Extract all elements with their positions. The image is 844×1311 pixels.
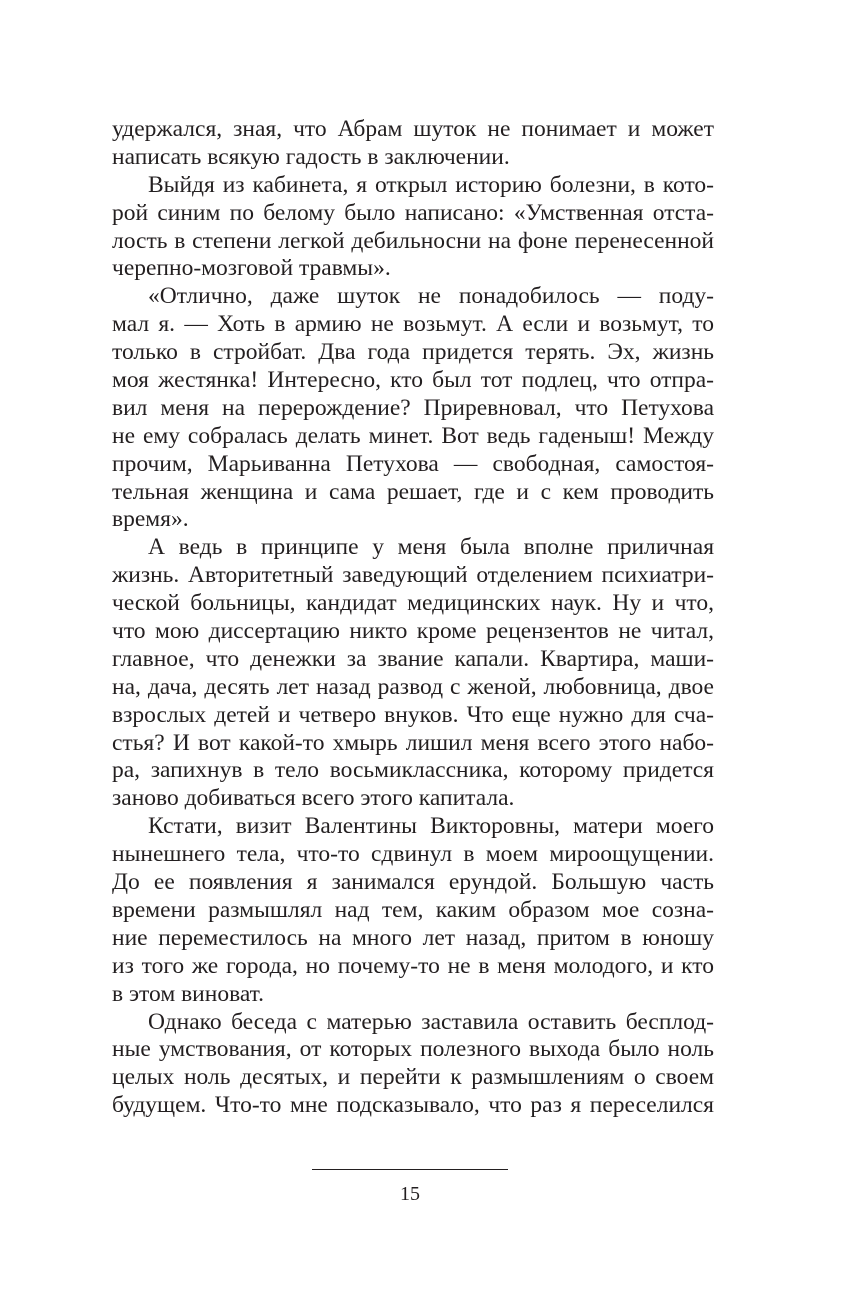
text-line: только в стройбат. Два года придется терять. Эх, жизнь xyxy=(112,339,714,366)
text-line: взрослых детей и четверо внуков. Что еще нужно для сча- xyxy=(112,701,714,728)
text-line: стья? И вот какой-то хмырь лишил меня всего этого набо- xyxy=(112,729,714,756)
text-line: ческой больницы, кандидат медицинских наук. Ну и что, xyxy=(112,590,714,617)
footer-rule xyxy=(312,1169,508,1170)
text-line: До ее появления я занимался ерундой. Большую часть xyxy=(112,869,714,896)
text-line: мал я. — Хоть в армию не возьмут. А если и возьмут, то xyxy=(112,311,714,338)
text-line: ние переместилось на много лет назад, притом в юношу xyxy=(112,924,714,951)
text-line: написать всякую гадость в заключении. xyxy=(112,143,510,170)
text-line: Кстати, визит Валентины Викторовны, матери моего xyxy=(148,813,714,840)
text-line: нынешнего тела, что-то сдвинул в моем мироощущении. xyxy=(112,841,714,868)
paragraph xyxy=(112,116,714,172)
text-line: рой синим по белому было написано: «Умственная отста- xyxy=(112,199,714,226)
text-line: из того же города, но почему-то не в меня молодого, и кто xyxy=(112,952,714,979)
text-line: Однако беседа с матерью заставила оставить бесплод- xyxy=(148,1008,714,1035)
text-line: «Отлично, даже шуток не понадобилось — поду- xyxy=(148,283,714,310)
text-line: будущем. Что-то мне подсказывало, что раз я переселился xyxy=(112,1092,714,1119)
text-line: что мою диссертацию никто кроме рецензентов не читал, xyxy=(112,618,714,645)
text-line: лость в степени легкой дебильносни на фоне перенесенной xyxy=(112,227,714,254)
text-line: не ему собралась делать минет. Вот ведь гаденыш! Между xyxy=(112,422,714,449)
paragraph xyxy=(112,172,714,284)
text-line: прочим, Марьиванна Петухова — свободная, самостоя- xyxy=(112,450,714,477)
text-line: моя жестянка! Интересно, кто был тот подлец, что отпра- xyxy=(112,367,714,394)
text-line: заново добиваться всего этого капитала. xyxy=(112,785,515,812)
text-line: А ведь в принципе у меня была вполне приличная xyxy=(148,534,714,561)
text-line: время». xyxy=(112,506,189,533)
text-line: ра, запихнув в тело восьмиклассника, которому придется xyxy=(112,757,714,784)
page-body-text xyxy=(112,116,714,1120)
text-line: целых ноль десятых, и перейти к размышлениям о своем xyxy=(112,1064,714,1091)
paragraph xyxy=(112,534,714,813)
text-line: времени размышлял над тем, каким образом мое созна- xyxy=(112,896,714,923)
paragraph xyxy=(112,283,714,534)
text-line: удержался, зная, что Абрам шуток не понимает и может xyxy=(112,116,714,142)
page-number: 15 xyxy=(400,1183,420,1205)
paragraph xyxy=(112,1009,714,1121)
text-line: ные умствования, от которых полезного выхода было ноль xyxy=(112,1036,714,1063)
text-line: Выйдя из кабинета, я открыл историю болезни, в кото- xyxy=(148,171,714,198)
text-line: вил меня на перерождение? Приревновал, что Петухова xyxy=(112,394,714,421)
text-line: черепно-мозговой травмы». xyxy=(112,255,391,282)
text-line: на, дача, десять лет назад развод с женой, любовница, двое xyxy=(112,673,714,700)
text-line: тельная женщина и сама решает, где и с кем проводить xyxy=(112,478,714,505)
text-line: главное, что денежки за звание капали. Квартира, маши- xyxy=(112,645,714,672)
text-line: в этом виноват. xyxy=(112,980,265,1007)
text-line: жизнь. Авторитетный заведующий отделением психиатри- xyxy=(112,562,714,589)
paragraph xyxy=(112,813,714,1008)
